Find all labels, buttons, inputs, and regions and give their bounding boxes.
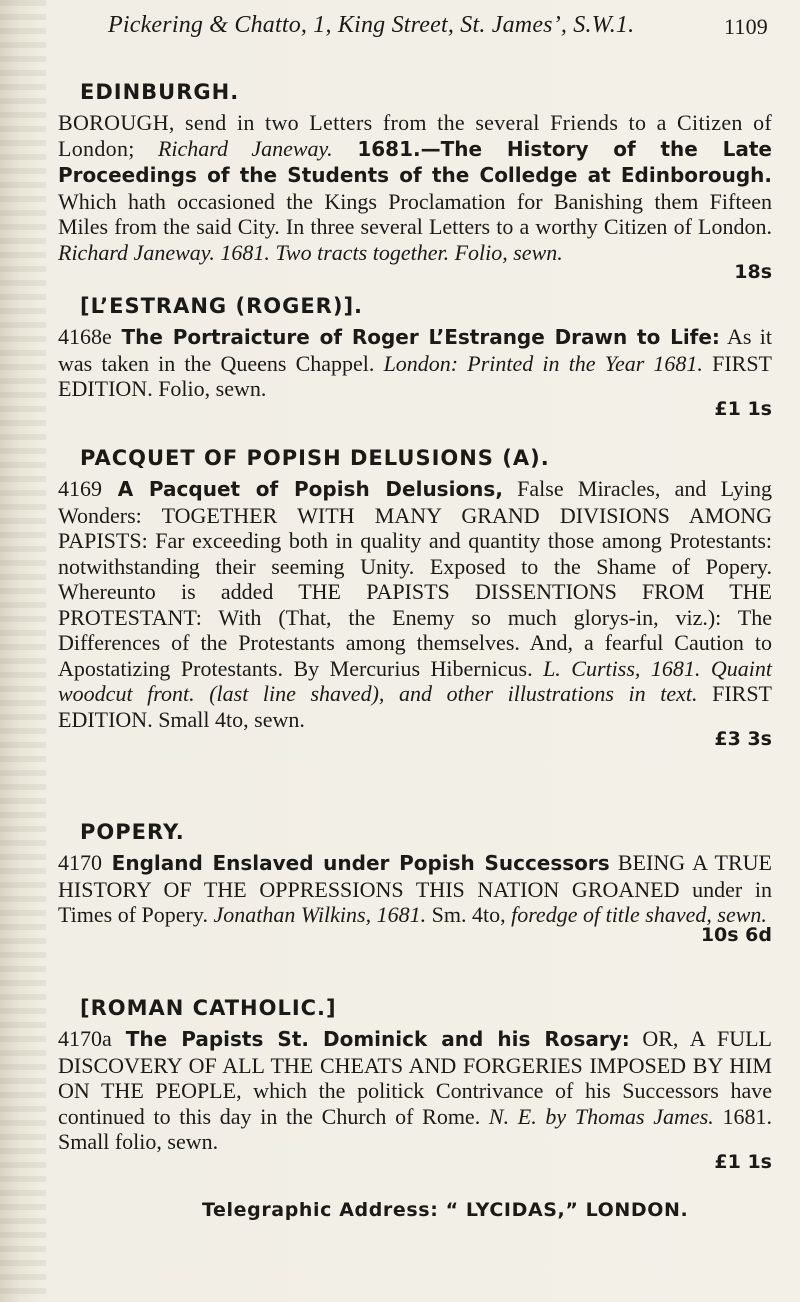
entry-text: BEING A TRUE HISTORY OF THE OPPRESSIONS THIS NATION GROANED under in Times of Popery. — [58, 850, 772, 927]
entry-price: £3 3s — [714, 728, 772, 750]
lot-number: 4169 — [58, 476, 102, 501]
entry-text: As it was taken in the Queens Chappel. — [58, 324, 772, 376]
entry-title: 1681.—The History of the Late Proceedings of the Students of the Colledge at Edinborough. — [58, 136, 772, 187]
entry-lead: BOROUGH, send in two Letters from the several Friends to a Citizen of London; — [58, 110, 772, 161]
entry-heading: PACQUET OF POPISH DELUSIONS (A). — [80, 446, 550, 470]
entry-tail: 1681. Small folio, sewn. — [58, 1103, 772, 1154]
entry-body — [58, 1026, 772, 1155]
catalogue-entry-popery — [58, 820, 772, 946]
catalogue-entry-lestrange — [58, 294, 772, 420]
entry-title: A Pacquet of Popish Delusions, — [102, 477, 503, 501]
catalogue-entry-roman-catholic — [58, 996, 772, 1173]
catalogue-entry-pacquet — [58, 446, 772, 750]
entry-price: 18s — [734, 261, 772, 283]
entry-title: The Portraicture of Roger L’Estrange Drawn to Life: — [111, 325, 720, 349]
entry-heading: [L’ESTRANG (ROGER)]. — [80, 294, 364, 318]
entry-body — [58, 476, 772, 732]
entry-heading: [ROMAN CATHOLIC.] — [80, 996, 337, 1020]
entry-heading: POPERY. — [80, 820, 185, 844]
entry-text: OR, A FULL DISCOVERY OF ALL THE CHEATS AND FORGERIES IMPOSED BY HIM ON THE PEOPLE, which the politick Contrivance of his Successors have continued to this day in the Church of Rome. — [58, 1026, 772, 1129]
entry-imprint-2: foredge of title shaved, sewn. — [505, 902, 767, 927]
entry-title: England Enslaved under Popish Successors — [102, 851, 610, 875]
lot-number: 4168e — [58, 324, 112, 349]
entry-imprint: Richard Janeway. 1681. Two tracts together. Folio, sewn. — [58, 239, 563, 265]
telegraphic-address: Telegraphic Address: “ LYCIDAS,” LONDON. — [202, 1199, 689, 1221]
entry-text: False Miracles, and Lying Wonders: TOGETHER WITH MANY GRAND DIVISIONS AMONG PAPISTS: Far exceeding both in quality and quantity those among Protestants: notwithstanding their seeming Unity. Exposed to the Shame of Popery. Whereunto is added THE PAPISTS DISSENTIONS FROM THE PROTESTANT: With (That, the Enemy so much glorys-in, viz.): The Differences of the Protestants among themselves. And, a fearful Caution to Apostatizing Protestants. By Mercurius Hibernicus. — [58, 476, 772, 681]
entry-price: £1 1s — [714, 397, 772, 420]
running-head — [108, 12, 768, 39]
entry-tail: Sm. 4to, — [426, 902, 506, 927]
entry-imprint: London: Printed in the Year 1681. — [374, 350, 703, 376]
page-number: 1109 — [724, 14, 768, 39]
entry-price: £1 1s — [714, 1150, 772, 1173]
entry-body — [58, 110, 772, 265]
entry-body — [58, 850, 772, 928]
entry-text: Which hath occasioned the Kings Proclamation for Banishing them Fifteen Miles from the said City. In three several Letters to a worthy Citizen of London. — [58, 188, 772, 239]
entry-tail: FIRST EDITION. Small 4to, sewn. — [58, 681, 772, 732]
lot-number: 4170 — [58, 850, 102, 875]
entry-imprint: L. Curtiss, 1681. Quaint woodcut front. (last line shaved), and other illustrations in text. — [58, 655, 772, 706]
entry-tail: FIRST EDITION. Folio, sewn. — [58, 350, 773, 401]
entry-author: Richard Janeway. — [134, 135, 333, 161]
lot-number: 4170a — [58, 1026, 112, 1051]
catalogue-entry-edinburgh — [58, 80, 772, 283]
entry-body — [58, 324, 772, 402]
entry-price: 10s 6d — [700, 923, 772, 946]
entry-imprint: Jonathan Wilkins, 1681. — [207, 902, 427, 927]
page-gutter — [0, 0, 46, 1302]
entry-title: The Papists St. Dominick and his Rosary: — [111, 1027, 630, 1051]
entry-heading: EDINBURGH. — [80, 80, 240, 104]
entry-imprint: N. E. by Thomas James. — [480, 1103, 714, 1129]
publisher-line: Pickering & Chatto, 1, King Street, St. James’, S.W.1. — [108, 12, 635, 38]
